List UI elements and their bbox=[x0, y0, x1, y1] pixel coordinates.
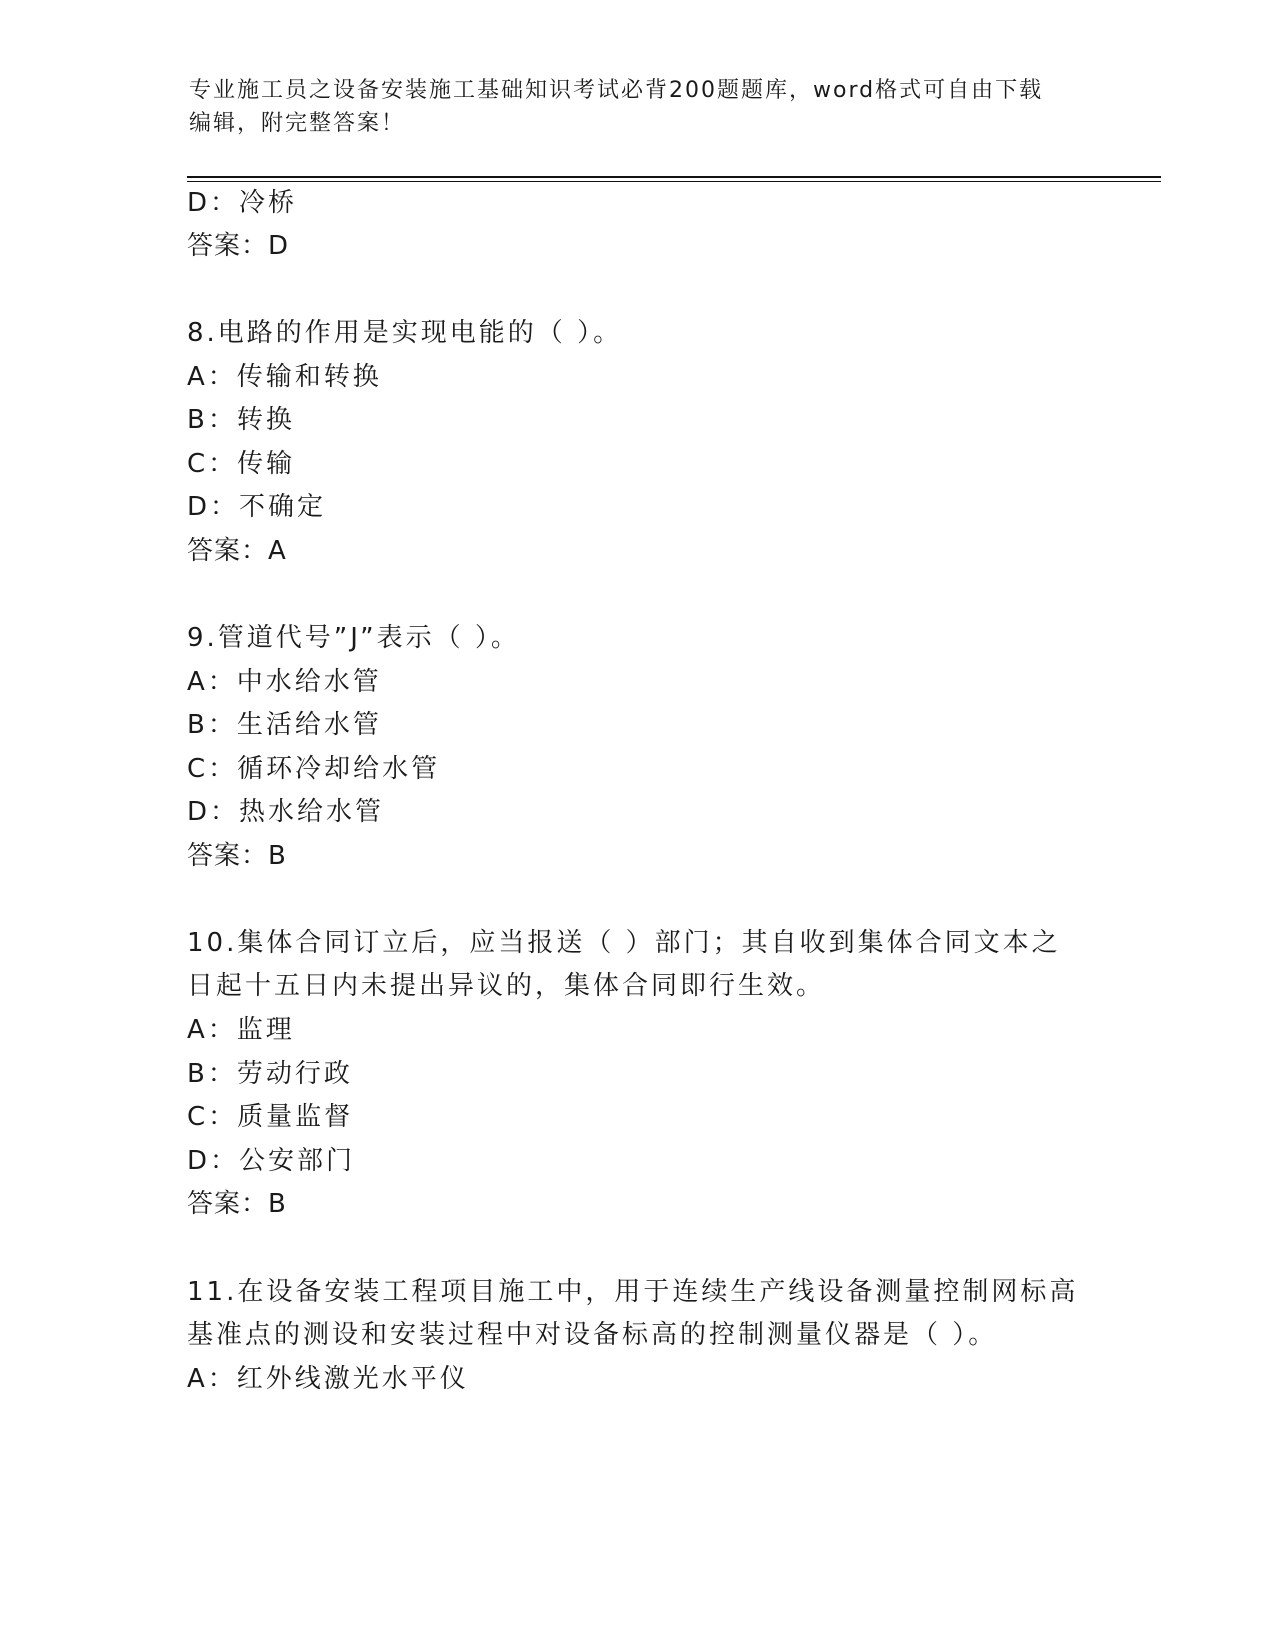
q8-option-a: A：传输和转换 bbox=[187, 362, 382, 392]
q9-option-b: B：生活给水管 bbox=[187, 710, 382, 740]
q11-question-line-1: 11.在设备安装工程项目施工中，用于连续生产线设备测量控制网标高 bbox=[187, 1277, 1079, 1307]
q9-option-d: D：热水给水管 bbox=[187, 797, 385, 827]
q10-option-d: D：公安部门 bbox=[187, 1146, 356, 1176]
q10-question-line-1: 10.集体合同订立后，应当报送（ ）部门；其自收到集体合同文本之 bbox=[187, 928, 1061, 958]
q11-option-a: A：红外线激光水平仪 bbox=[187, 1364, 469, 1394]
q8-option-d: D：不确定 bbox=[187, 492, 327, 522]
document-header bbox=[189, 74, 1089, 140]
header-title-line-1: 专业施工员之设备安装施工基础知识考试必背200题题库，word格式可自由下载 bbox=[189, 78, 1044, 103]
q11-question-line-2: 基准点的测设和安装过程中对设备标高的控制测量仪器是（ ）。 bbox=[187, 1320, 998, 1350]
header-divider-thin bbox=[187, 181, 1161, 182]
q7-answer: 答案：D bbox=[187, 231, 290, 261]
q10-question-line-2: 日起十五日内未提出异议的，集体合同即行生效。 bbox=[187, 971, 826, 1001]
q9-question: 9.管道代号”J”表示（ ）。 bbox=[187, 623, 520, 653]
header-title-line-2: 编辑，附完整答案！ bbox=[189, 111, 406, 136]
header-divider-thick bbox=[187, 176, 1161, 178]
q9-option-c: C：循环冷却给水管 bbox=[187, 754, 441, 784]
q10-option-c: C：质量监督 bbox=[187, 1102, 354, 1132]
q8-answer: 答案：A bbox=[187, 536, 287, 566]
q8-option-b: B：转换 bbox=[187, 405, 295, 435]
q8-option-c: C：传输 bbox=[187, 449, 296, 479]
q9-answer: 答案：B bbox=[187, 841, 287, 871]
q7-option-d: D：冷桥 bbox=[187, 188, 298, 218]
q10-answer: 答案：B bbox=[187, 1189, 287, 1219]
q10-option-a: A：监理 bbox=[187, 1015, 295, 1045]
q10-option-b: B：劳动行政 bbox=[187, 1059, 353, 1089]
q8-question: 8.电路的作用是实现电能的（ ）。 bbox=[187, 318, 623, 348]
q9-option-a: A：中水给水管 bbox=[187, 667, 382, 697]
